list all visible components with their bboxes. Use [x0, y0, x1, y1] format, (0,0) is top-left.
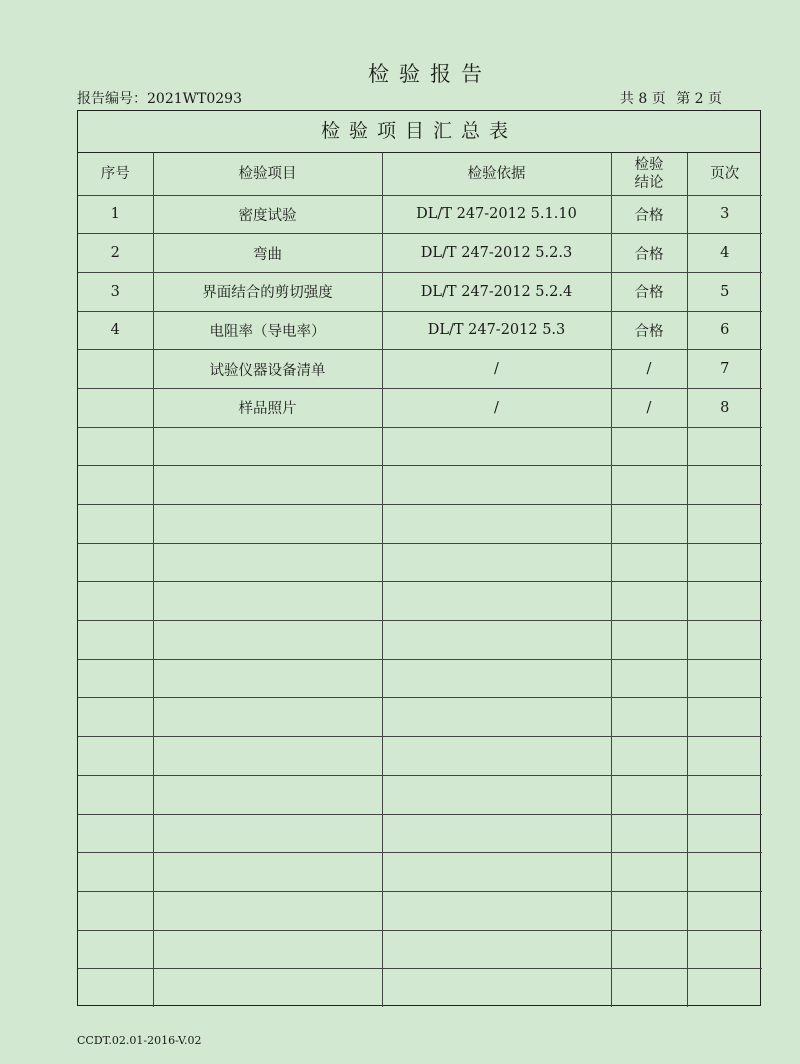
- table-row: [78, 659, 762, 698]
- cell-seq: [78, 388, 153, 427]
- cell-page: [687, 582, 762, 621]
- cell-item: [153, 891, 382, 930]
- cell-page: 4: [687, 234, 762, 273]
- cell-conclusion: [611, 737, 687, 776]
- cell-page: [687, 737, 762, 776]
- table-row: [78, 582, 762, 621]
- cell-conclusion: [611, 427, 687, 466]
- cell-item: 试验仪器设备清单: [153, 350, 382, 389]
- cell-item: [153, 659, 382, 698]
- cell-basis: DL/T 247-2012 5.2.4: [382, 272, 611, 311]
- cell-seq: [78, 698, 153, 737]
- table-row: [78, 930, 762, 969]
- table-row: [78, 505, 762, 544]
- cell-item: 样品照片: [153, 388, 382, 427]
- table-row: [78, 775, 762, 814]
- cell-conclusion: /: [611, 350, 687, 389]
- cell-seq: [78, 582, 153, 621]
- table-row: [78, 853, 762, 892]
- cell-conclusion: [611, 659, 687, 698]
- table-row: [78, 543, 762, 582]
- cell-seq: [78, 930, 153, 969]
- cell-conclusion: 合格: [611, 234, 687, 273]
- cell-conclusion: 合格: [611, 311, 687, 350]
- cell-seq: 1: [78, 195, 153, 234]
- cell-seq: [78, 775, 153, 814]
- cell-seq: [78, 659, 153, 698]
- cell-item: 界面结合的剪切强度: [153, 272, 382, 311]
- cell-seq: [78, 427, 153, 466]
- cell-conclusion: [611, 969, 687, 1008]
- cell-item: [153, 969, 382, 1008]
- cell-page: [687, 427, 762, 466]
- cell-page: [687, 930, 762, 969]
- cell-page: 8: [687, 388, 762, 427]
- table-row: [78, 234, 762, 273]
- cell-item: [153, 698, 382, 737]
- cell-page: [687, 853, 762, 892]
- table-header-row: [78, 153, 762, 195]
- cell-item: 密度试验: [153, 195, 382, 234]
- cell-basis: [382, 427, 611, 466]
- cell-basis: [382, 621, 611, 660]
- cell-page: [687, 543, 762, 582]
- cell-page: [687, 891, 762, 930]
- table-row: [78, 814, 762, 853]
- cell-seq: [78, 814, 153, 853]
- cell-seq: [78, 969, 153, 1008]
- cell-seq: 4: [78, 311, 153, 350]
- cell-basis: DL/T 247-2012 5.1.10: [382, 195, 611, 234]
- cell-page: 5: [687, 272, 762, 311]
- cell-conclusion: [611, 814, 687, 853]
- cell-conclusion: 合格: [611, 195, 687, 234]
- cell-basis: /: [382, 388, 611, 427]
- table-row: [78, 698, 762, 737]
- cell-seq: [78, 543, 153, 582]
- cell-item: [153, 582, 382, 621]
- cell-item: [153, 853, 382, 892]
- cell-page: [687, 621, 762, 660]
- cell-basis: [382, 853, 611, 892]
- table-row: [78, 427, 762, 466]
- cell-conclusion: [611, 543, 687, 582]
- table-row: [78, 272, 762, 311]
- report-number: 报告编号：2021WT0293: [77, 91, 242, 107]
- cell-seq: [78, 853, 153, 892]
- cell-basis: [382, 814, 611, 853]
- cell-page: [687, 814, 762, 853]
- header-basis: 检验依据: [382, 153, 611, 195]
- cell-conclusion: [611, 466, 687, 505]
- cell-conclusion: [611, 891, 687, 930]
- cell-item: 弯曲: [153, 234, 382, 273]
- table-row: [78, 891, 762, 930]
- cell-item: 电阻率（导电率）: [153, 311, 382, 350]
- cell-page: 6: [687, 311, 762, 350]
- table-row: [78, 311, 762, 350]
- table-row: [78, 737, 762, 776]
- cell-seq: [78, 891, 153, 930]
- cell-page: [687, 969, 762, 1008]
- cell-basis: [382, 582, 611, 621]
- cell-seq: 2: [78, 234, 153, 273]
- page-indicator: [614, 90, 722, 108]
- cell-basis: [382, 930, 611, 969]
- cell-seq: 3: [78, 272, 153, 311]
- table-row: [78, 621, 762, 660]
- current-page: 第 2 页: [676, 91, 722, 107]
- table-row: [78, 388, 762, 427]
- summary-table: [78, 153, 762, 1007]
- cell-basis: [382, 505, 611, 544]
- cell-conclusion: 合格: [611, 272, 687, 311]
- cell-item: [153, 737, 382, 776]
- cell-basis: [382, 698, 611, 737]
- cell-seq: [78, 621, 153, 660]
- cell-conclusion: [611, 582, 687, 621]
- cell-basis: [382, 737, 611, 776]
- cell-conclusion: [611, 853, 687, 892]
- cell-basis: [382, 891, 611, 930]
- cell-item: [153, 466, 382, 505]
- cell-page: [687, 775, 762, 814]
- total-pages: 共 8 页: [619, 91, 666, 107]
- cell-conclusion: /: [611, 388, 687, 427]
- cell-item: [153, 621, 382, 660]
- cell-basis: [382, 543, 611, 582]
- cell-seq: [78, 737, 153, 776]
- cell-item: [153, 543, 382, 582]
- cell-item: [153, 814, 382, 853]
- cell-page: [687, 698, 762, 737]
- cell-conclusion: [611, 930, 687, 969]
- cell-seq: [78, 350, 153, 389]
- table-body: [78, 195, 762, 1007]
- cell-page: [687, 659, 762, 698]
- cell-conclusion: [611, 505, 687, 544]
- header-item: 检验项目: [153, 153, 382, 195]
- cell-item: [153, 427, 382, 466]
- cell-seq: [78, 505, 153, 544]
- cell-basis: DL/T 247-2012 5.3: [382, 311, 611, 350]
- cell-basis: DL/T 247-2012 5.2.3: [382, 234, 611, 273]
- header-seq: 序号: [78, 153, 153, 195]
- cell-page: 3: [687, 195, 762, 234]
- cell-seq: [78, 466, 153, 505]
- cell-item: [153, 505, 382, 544]
- cell-basis: [382, 466, 611, 505]
- cell-item: [153, 775, 382, 814]
- cell-conclusion: [611, 698, 687, 737]
- cell-page: 7: [687, 350, 762, 389]
- report-title: 检验报告: [368, 62, 492, 86]
- summary-table-frame: [77, 110, 761, 1006]
- cell-basis: /: [382, 350, 611, 389]
- cell-conclusion: [611, 775, 687, 814]
- header-conclusion: 检验 结论: [611, 153, 687, 195]
- header-page: 页次: [687, 153, 762, 195]
- cell-page: [687, 505, 762, 544]
- summary-table-title: 检验项目汇总表: [78, 111, 760, 153]
- cell-conclusion: [611, 621, 687, 660]
- form-code: CCDT.02.01-2016-V.02: [77, 1034, 202, 1047]
- table-row: [78, 466, 762, 505]
- cell-basis: [382, 969, 611, 1008]
- cell-basis: [382, 659, 611, 698]
- cell-page: [687, 466, 762, 505]
- table-row: [78, 350, 762, 389]
- table-row: [78, 195, 762, 234]
- cell-item: [153, 930, 382, 969]
- report-meta-row: [77, 90, 722, 108]
- cell-basis: [382, 775, 611, 814]
- table-row: [78, 969, 762, 1008]
